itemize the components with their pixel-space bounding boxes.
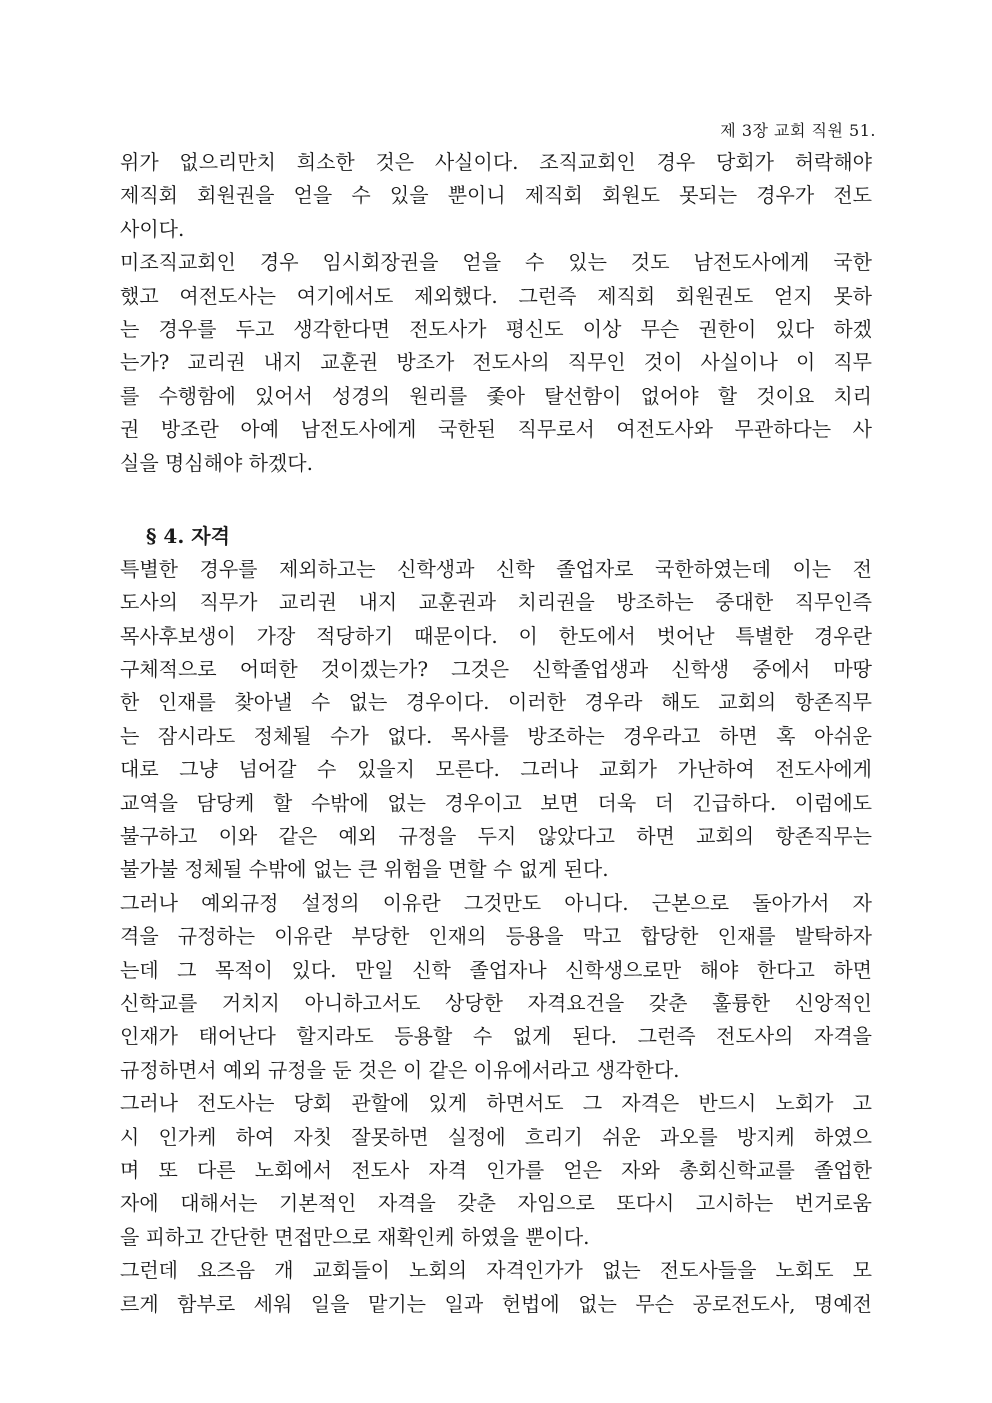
body-text: [120, 146, 872, 1321]
text-line: 교역을 담당케 할 수밖에 없는 경우이고 보면 더욱 더 긴급하다. 이럼에도: [120, 790, 872, 815]
text-line: 특별한 경우를 제외하고는 신학생과 신학 졸업자로 국한하였는데 이는 전: [120, 556, 872, 581]
text-line: 그런데 요즈음 개 교회들이 노회의 자격인가가 없는 전도사들을 노회도 모: [120, 1258, 872, 1283]
text-line: 시 인가케 하여 자칫 잘못하면 실정에 흐리기 쉬운 과오를 방지케 하였으: [120, 1124, 872, 1149]
text-line: 는 잠시라도 정체될 수가 없다. 목사를 방조하는 경우라고 하면 혹 아쉬운: [120, 723, 872, 748]
text-line: 도사의 직무가 교리권 내지 교훈권과 치리권을 방조하는 중대한 직무인즉: [120, 590, 872, 615]
text-line: 그러나 전도사는 당회 관할에 있게 하면서도 그 자격은 반드시 노회가 고: [120, 1091, 872, 1116]
paragraph: [120, 146, 872, 246]
text-line: 제직회 회원권을 얻을 수 있을 뿐이니 제직회 회원도 못되는 경우가 전도: [120, 183, 872, 208]
paragraph: [120, 246, 872, 480]
paragraph: [120, 553, 872, 887]
text-line: 는가? 교리권 내지 교훈권 방조가 전도사의 직무인 것이 사실이나 이 직무: [120, 350, 872, 375]
text-line: 을 피하고 간단한 면접만으로 재확인케 하였을 뿐이다.: [120, 1224, 590, 1249]
paragraph: [120, 1087, 872, 1254]
text-line: 자에 대해서는 기본적인 자격을 갖춘 자임으로 또다시 고시하는 번거로움: [120, 1191, 872, 1216]
text-line: 며 또 다른 노회에서 전도사 자격 인가를 얻은 자와 총회신학교를 졸업한: [120, 1157, 872, 1182]
text-line: 미조직교회인 경우 임시회장권을 얻을 수 있는 것도 남전도사에게 국한: [120, 250, 872, 275]
section-heading: § 4. 자격: [146, 523, 230, 548]
text-line: 권 방조란 아예 남전도사에게 국한된 직무로서 여전도사와 무관하다는 사: [120, 417, 872, 442]
text-line: 르게 함부로 세워 일을 맡기는 일과 헌법에 없는 무슨 공로전도사, 명예전: [120, 1291, 872, 1316]
text-line: 했고 여전도사는 여기에서도 제외했다. 그런즉 제직회 회원권도 얻지 못하: [120, 283, 872, 308]
paragraph: [120, 887, 872, 1087]
text-line: 신학교를 거치지 아니하고서도 상당한 자격요건을 갖춘 훌륭한 신앙적인: [120, 990, 872, 1015]
text-line: 는 경우를 두고 생각한다면 전도사가 평신도 이상 무슨 권한이 있다 하겠: [120, 316, 872, 341]
text-line: 는데 그 목적이 있다. 만일 신학 졸업자나 신학생으로만 해야 한다고 하면: [120, 957, 872, 982]
text-line: 사이다.: [120, 216, 185, 241]
text-line: 실을 명심해야 하겠다.: [120, 450, 313, 475]
text-line: 그러나 예외규정 설정의 이유란 그것만도 아니다. 근본으로 돌아가서 자: [120, 890, 872, 915]
running-header: 제 3장 교회 직원 51.: [720, 121, 876, 140]
text-line: 불구하고 이와 같은 예외 규정을 두지 않았다고 하면 교회의 항존직무는: [120, 824, 872, 849]
paragraph: [120, 1254, 872, 1321]
text-line: 위가 없으리만치 희소한 것은 사실이다. 조직교회인 경우 당회가 허락해야: [120, 150, 872, 174]
text-line: 구체적으로 어떠한 것이겠는가? 그것은 신학졸업생과 신학생 중에서 마땅: [120, 657, 872, 682]
text-line: 목사후보생이 가장 적당하기 때문이다. 이 한도에서 벗어난 특별한 경우란: [120, 623, 872, 648]
text-line: 한 인재를 찾아낼 수 없는 경우이다. 이러한 경우라 해도 교회의 항존직무: [120, 690, 872, 715]
section-spacer: [120, 480, 872, 519]
text-line: 대로 그냥 넘어갈 수 있을지 모른다. 그러나 교회가 가난하여 전도사에게: [120, 757, 872, 782]
text-line: 불가불 정체될 수밖에 없는 큰 위험을 면할 수 없게 된다.: [120, 857, 609, 882]
text-line: 인재가 태어난다 할지라도 등용할 수 없게 된다. 그런즉 전도사의 자격을: [120, 1024, 872, 1049]
text-line: 규정하면서 예외 규정을 둔 것은 이 같은 이유에서라고 생각한다.: [120, 1057, 680, 1082]
text-line: 를 수행함에 있어서 성경의 원리를 좇아 탈선함이 없어야 할 것이요 치리: [120, 383, 872, 408]
text-line: 격을 규정하는 이유란 부당한 인재의 등용을 막고 합당한 인재를 발탁하자: [120, 924, 872, 949]
